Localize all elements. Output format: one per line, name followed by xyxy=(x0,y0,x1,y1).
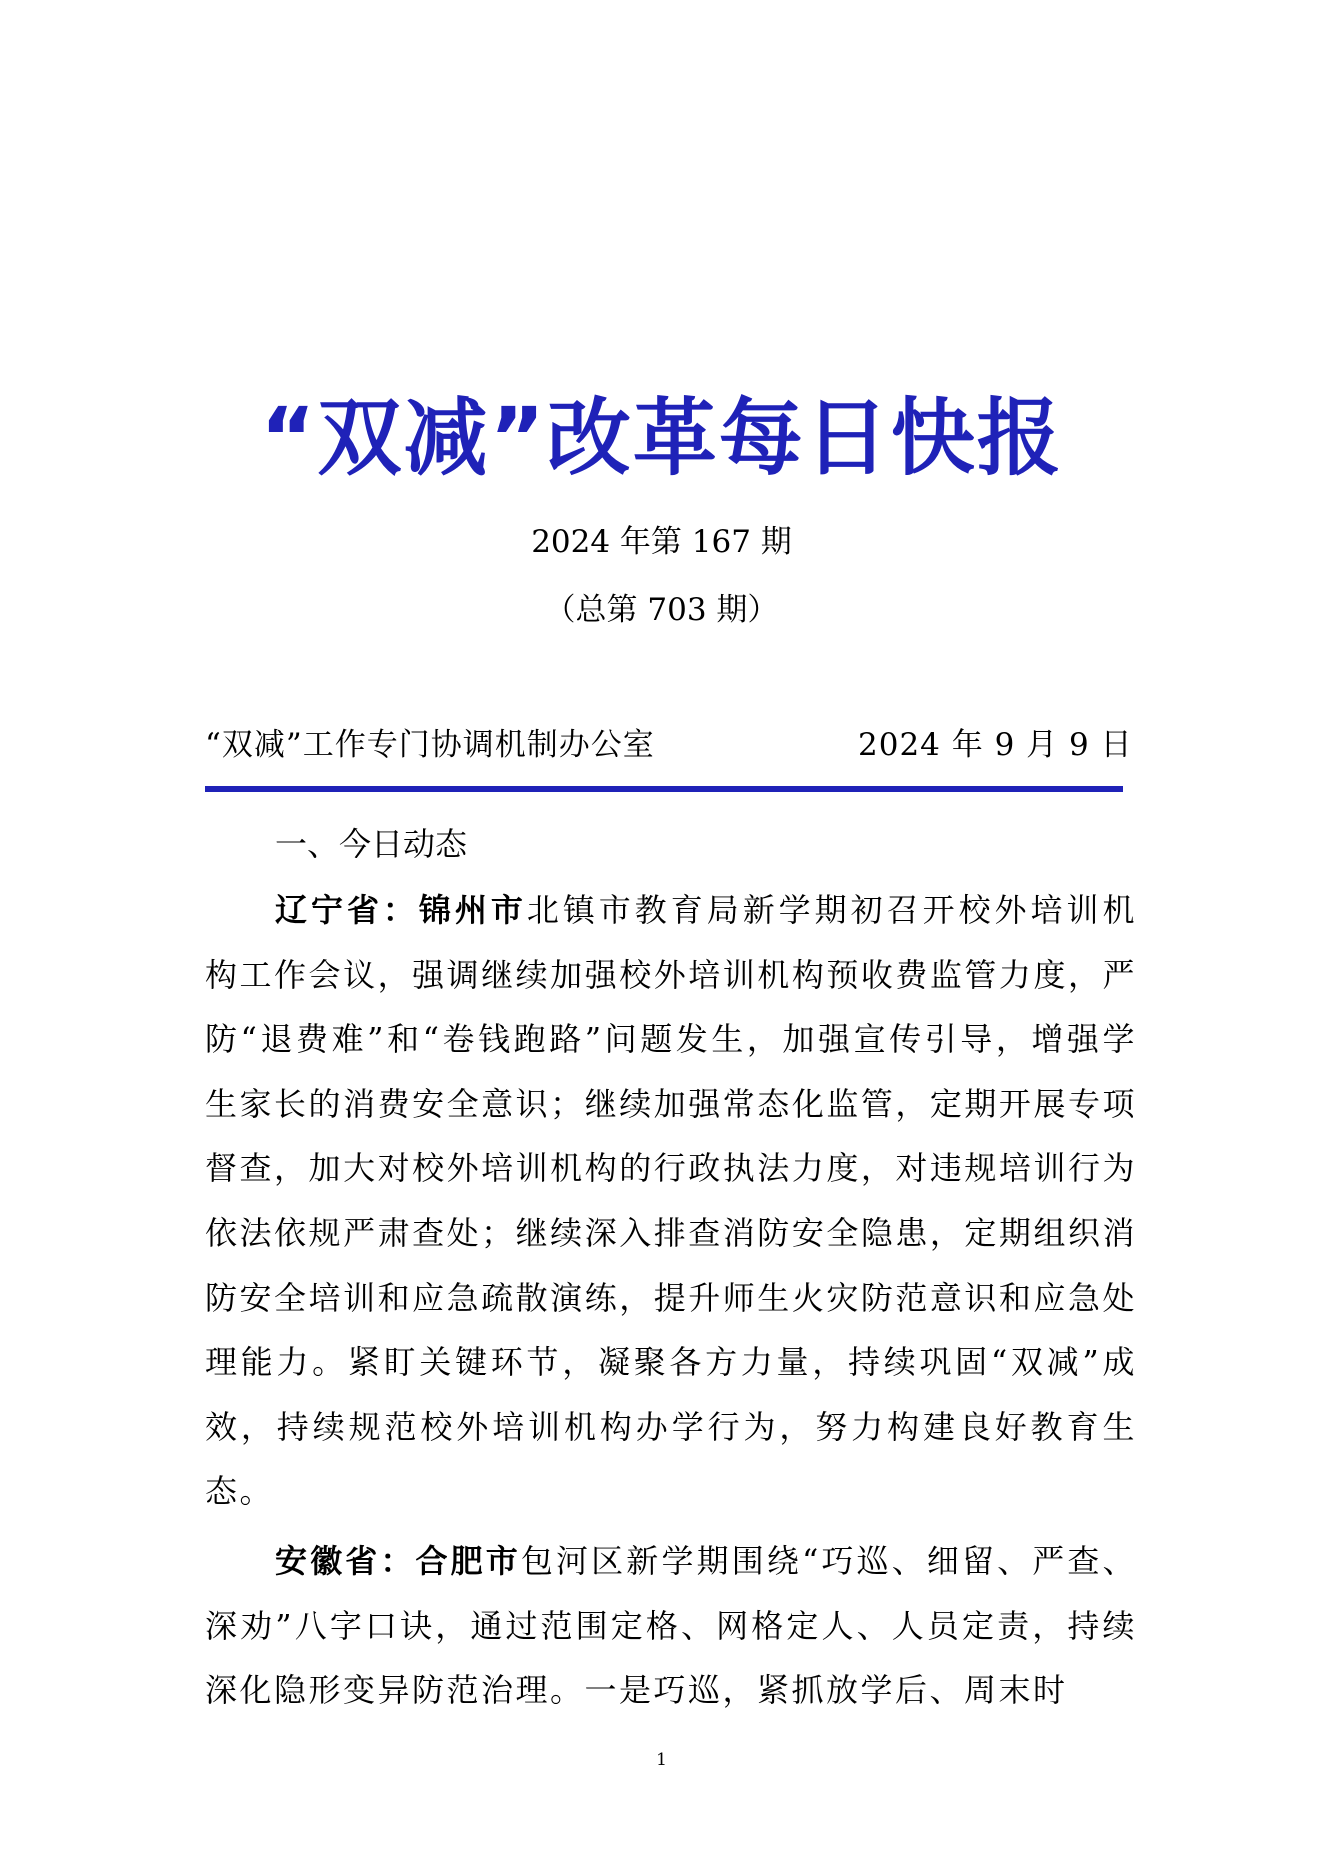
section-heading: 一、今日动态 xyxy=(275,825,468,863)
total-issue-number: （总第 703 期） xyxy=(544,592,779,628)
paragraph-body: 北镇市教育局新学期初召开校外培训机构工作会议，强调继续加强校外培训机构预收费监管力度，严防“退费难”和“卷钱跑路”问题发生，加强宣传引导，增强学生家长的消费安全意识；继续加强常态化监管，定期开展专项督查，加大对校外培训机构的行政执法力度，对违规培训行为依法依规严肃查处；继续深入排查消防安全隐患，定期组织消防安全培训和应急疏散演练，提升师生火灾防范意识和应急处理能力。紧盯关键环节，凝聚各方力量，持续巩固“双减”成效，持续规范校外培训机构办学行为，努力构建良好教育生态。 xyxy=(205,891,1137,1511)
page-number: 1 xyxy=(656,1750,667,1770)
issue-date: 2024 年 9 月 9 日 xyxy=(858,727,1133,763)
issuing-office: “双减”工作专门协调机制办公室 xyxy=(205,727,655,763)
paragraph-lead-location: 辽宁省：锦州市 xyxy=(275,891,527,929)
news-paragraph-anhui xyxy=(205,1529,1137,1723)
header-divider xyxy=(205,786,1123,792)
paragraph-lead-location: 安徽省：合肥市 xyxy=(275,1542,521,1580)
news-paragraph-liaoning xyxy=(205,878,1137,1524)
paragraph-body: 包河区新学期围绕“巧巡、细留、严查、深劝”八字口诀，通过范围定格、网格定人、人员定责，持续深化隐形变异防范治理。一是巧巡，紧抓放学后、周末时 xyxy=(205,1542,1137,1710)
report-title: “双减”改革每日快报 xyxy=(260,389,1063,487)
issue-number: 2024 年第 167 期 xyxy=(531,524,792,560)
